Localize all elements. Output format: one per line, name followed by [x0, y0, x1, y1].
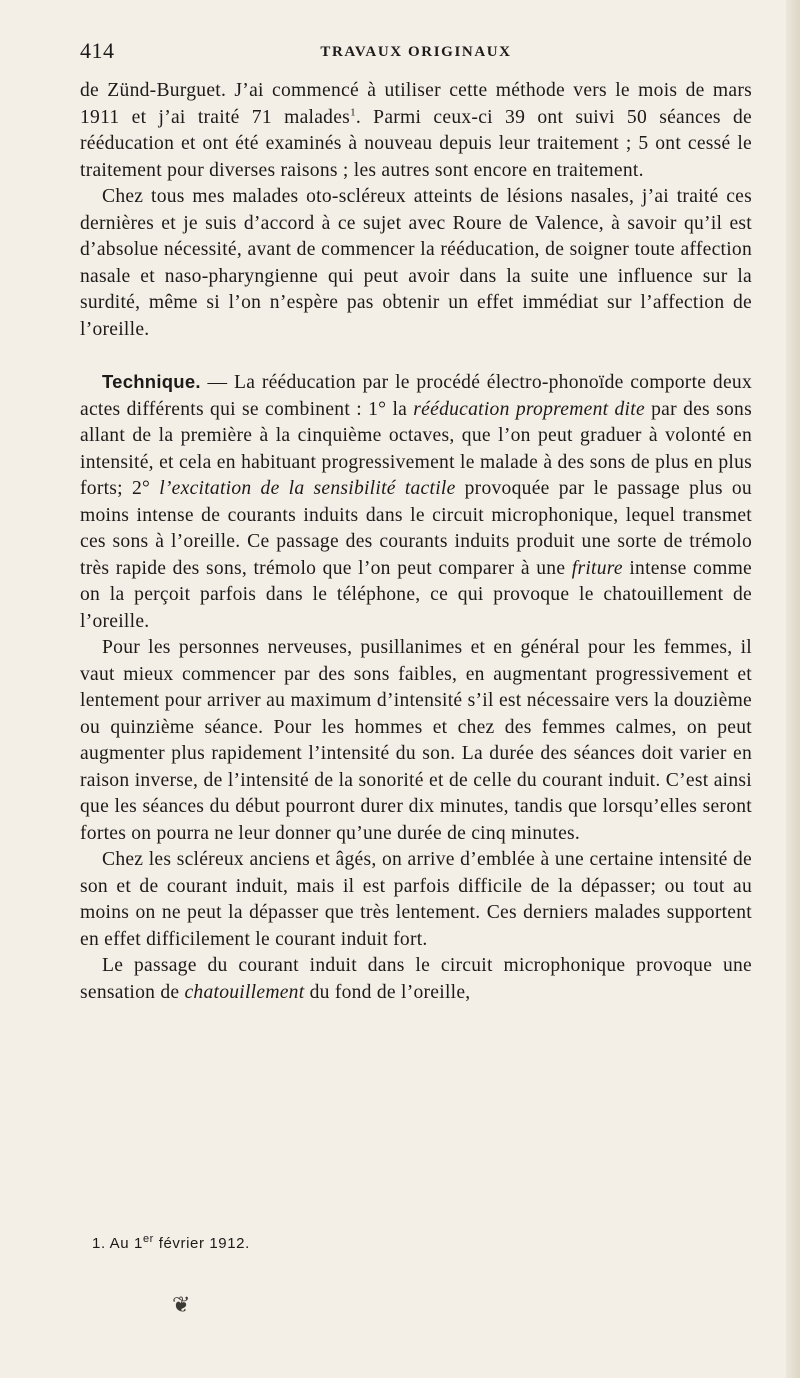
- footnote-ref: 1: [350, 105, 356, 118]
- paragraph-1: [80, 78, 752, 184]
- footnote-sup: er: [142, 1233, 154, 1245]
- paragraph-6-text-b: du fond de l’oreille,: [304, 981, 471, 1003]
- technique-emphasis-2: l’excitation de la sensibilité tactile: [159, 478, 456, 499]
- page-edge-shadow: [786, 0, 800, 1378]
- running-head: TRAVAUX ORIGINAUX: [320, 44, 512, 60]
- footnote: [92, 1235, 752, 1252]
- page-number: 414: [80, 38, 115, 63]
- footnote-text-b: février 1912.: [153, 1235, 250, 1252]
- paragraph-technique: [80, 369, 752, 635]
- paragraph-6: [80, 953, 752, 1006]
- paragraph-6-emphasis: chatouillement: [184, 981, 305, 1003]
- body-text: [80, 78, 752, 1006]
- section-heading-technique: Technique.: [102, 371, 201, 392]
- technique-text-c: provoquée par le passage plus ou moins intense de courants induits dans le circuit microphonique, lequel transmet ces sons à l’oreille. Ce passage des courants induits produit une sorte de trémolo très rapide des sons, trémolo que l’on peut comparer à une: [80, 478, 752, 579]
- footnote-marker: 1.: [92, 1235, 106, 1252]
- page-header: [80, 38, 752, 68]
- paragraph-5: Chez les scléreux anciens et âgés, on arrive d’emblée à une certaine intensité de son et de courant induit, mais il est parfois difficile de la dépasser; ou tout au moins on ne peut la dépasser que très lentement. Ces derniers malades supportent en effet difficilement le courant induit fort.: [80, 849, 752, 950]
- paragraph-4: Pour les personnes nerveuses, pusillanimes et en général pour les femmes, il vaut mieux commencer par des sons faibles, en augmentant progressivement et lentement pour arriver au maximum d’intensité s’il est nécessaire vers la douzième ou quinzième séance. Pour les hommes et chez des femmes calmes, on peut augmenter plus rapidement l’intensité du son. La durée des séances doit varier en raison inverse, de l’intensité de la sonorité et de celle du courant induit. C’est ainsi que les séances du début pourront durer dix minutes, tandis que lorsqu’elles seront fortes on pourra ne leur donner qu’une durée de cinq minutes.: [80, 637, 752, 844]
- technique-text-b: par des sons allant de la première à la cinquième octaves, que l’on peut graduer à volonté en intensité, et cela en habituant progressivement le malade à des sons de plus en plus forts; 2°: [80, 398, 752, 499]
- footnote-text-a: Au 1: [109, 1235, 143, 1252]
- ornament-icon: ❦: [172, 1292, 191, 1317]
- paragraph-1-text-b: . Parmi ceux-ci 39 ont suivi 50 séances de rééducation et ont été examinés à nouveau depuis leur traitement ; 5 ont cessé le traitement pour diverses raisons ; les autres sont encore en traitement.: [80, 106, 753, 181]
- technique-emphasis-3: friture: [571, 557, 623, 579]
- technique-text-a: — La rééducation par le procédé électro-phonoïde comporte deux actes différents qui se combinent : 1° la: [80, 372, 752, 420]
- technique-text-d: intense comme on la perçoit parfois dans le téléphone, ce qui provoque le chatouillement de l’oreille.: [80, 557, 753, 632]
- technique-emphasis-1: rééducation proprement dite: [413, 398, 645, 420]
- paragraph-2: Chez tous mes malades oto-scléreux atteints de lésions nasales, j’ai traité ces dernières et je suis d’accord à ce sujet avec Roure de Valence, à savoir qu’il est d’absolue nécessité, avant de commencer la rééducation, de soigner toute affection nasale et naso-pharyngienne qui peut avoir dans la suite une influence sur la surdité, même si l’on n’espère pas obtenir un effet immédiat sur l’affection de l’oreille.: [80, 186, 752, 340]
- paragraph-6-text-a: Le passage du courant induit dans le circuit microphonique provoque une sensation de: [80, 955, 752, 1003]
- paragraph-1-text-a: de Zünd-Burguet. J’ai commencé à utiliser cette méthode vers le mois de mars 1911 et j’ai traité 71 malades: [80, 80, 752, 128]
